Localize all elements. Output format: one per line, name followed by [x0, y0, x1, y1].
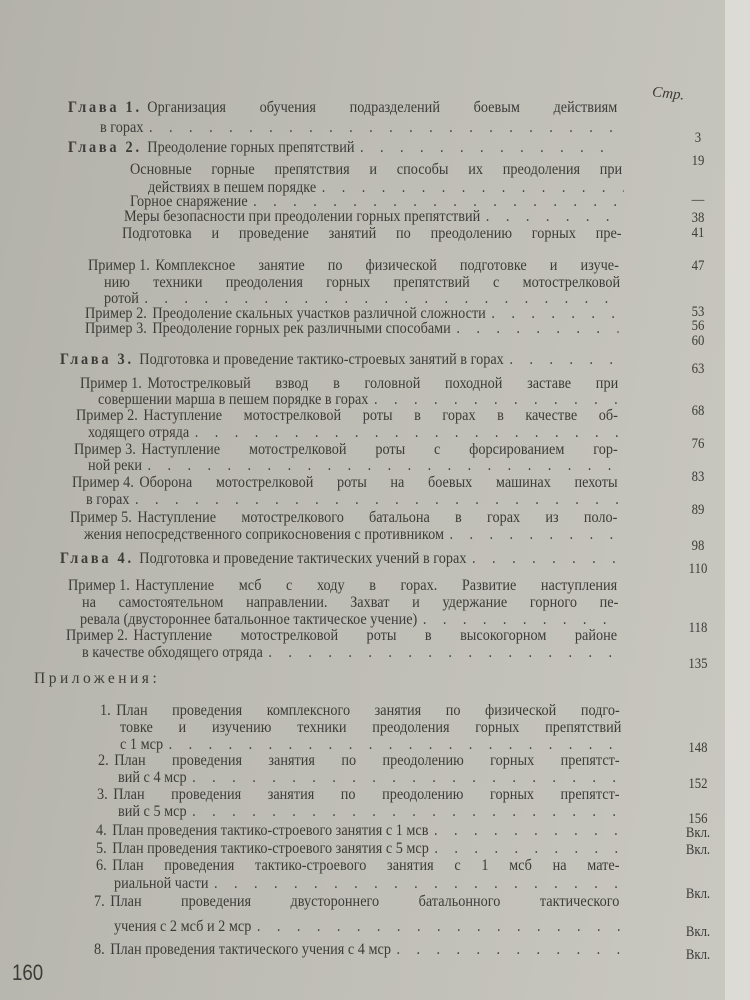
entry-label: 7. — [94, 893, 105, 910]
toc-line — [120, 720, 621, 736]
entry-label: Глава 3. — [60, 351, 134, 368]
page-number: 160 — [12, 960, 44, 985]
dot-leader — [423, 612, 618, 628]
toc-line — [76, 408, 618, 424]
entry-title: ревала (двустороннее батальонное тактическое учение) — [80, 611, 418, 628]
entry-title: Наступление мотострелкового батальона в горах из поло- — [137, 509, 618, 526]
toc-line — [72, 475, 618, 491]
entry-title: учения с 2 мсб и 2 мср — [114, 918, 252, 935]
entry-title: в горах — [86, 491, 130, 508]
toc-line — [85, 321, 619, 337]
entry-page-number: — — [691, 192, 705, 208]
entry-title: Подготовка и проведение тактико-строевых занятий в горах — [139, 351, 504, 368]
entry-title: Подготовка и проведение занятий по преодолению горных пре- — [122, 225, 622, 242]
toc-line — [122, 226, 622, 242]
entry-page-number: 68 — [691, 403, 705, 419]
entry-page-number: 89 — [691, 502, 705, 518]
entry-title: ротой — [104, 290, 139, 307]
dot-leader — [360, 140, 617, 156]
dot-leader — [135, 492, 619, 508]
entry-title: План проведения тактико-строевого занятия с 1 мсв — [112, 822, 429, 839]
dot-leader — [195, 425, 619, 441]
entry-page-number: 148 — [688, 740, 708, 756]
dot-leader — [456, 321, 618, 337]
entry-label: 1. — [100, 702, 111, 719]
toc-line — [84, 527, 619, 543]
entry-page-number: 47 — [691, 258, 705, 274]
entry-label: 5. — [96, 840, 107, 857]
entry-label: Пример 3. — [85, 320, 147, 337]
toc-line — [80, 612, 618, 628]
toc-line — [96, 823, 619, 839]
entry-title: План проведения тактического учения с 4 мср — [110, 941, 391, 958]
toc-line — [88, 258, 619, 274]
entry-label: Пример 2. — [85, 305, 147, 322]
entry-label: Пример 5. — [70, 509, 132, 526]
toc-line — [104, 275, 620, 291]
toc-line — [68, 140, 617, 156]
toc-line — [94, 942, 619, 958]
dot-leader — [169, 737, 622, 753]
dot-leader — [268, 645, 618, 661]
entry-page-number: 135 — [688, 656, 708, 672]
entry-label: Глава 2. — [68, 139, 142, 156]
toc-line — [94, 894, 619, 910]
entry-title: в качестве обходящего отряда — [82, 644, 263, 661]
dot-leader — [192, 770, 621, 786]
entry-title: совершении марша в пешем порядке в горах — [98, 391, 369, 408]
toc-line — [130, 162, 622, 178]
entry-title: действиях в пешем порядке — [148, 179, 317, 196]
entry-title: вий с 5 мср — [118, 803, 187, 820]
entry-page-number: 41 — [691, 225, 705, 241]
entry-title: вий с 4 мср — [118, 769, 187, 786]
entry-page-number: 110 — [688, 561, 708, 577]
entry-title: ной реки — [88, 457, 142, 474]
toc-line — [82, 595, 618, 611]
dot-leader — [149, 120, 620, 136]
entry-title: План проведения занятия по преодолению горных препятст- — [114, 752, 620, 769]
toc-line — [88, 458, 619, 474]
entry-title: Наступление мотострелковой роты в высокогорном районе — [133, 627, 618, 644]
dot-leader — [192, 804, 621, 820]
entry-label: Пример 1. — [68, 577, 130, 594]
entry-title: Преодоление горных рек различными способами — [152, 320, 451, 337]
toc-line — [97, 787, 620, 803]
toc-line — [114, 919, 621, 935]
entry-label: 8. — [94, 941, 105, 958]
entry-page-number: 63 — [691, 361, 705, 377]
toc-line — [120, 737, 621, 753]
entry-label: Пример 2. — [66, 627, 128, 644]
entry-label: 6. — [96, 857, 107, 874]
entry-page-number: 19 — [691, 153, 705, 169]
toc-line — [66, 628, 617, 644]
dot-leader — [374, 392, 620, 408]
toc-line — [60, 352, 617, 368]
toc-line — [98, 753, 620, 769]
toc-line — [68, 100, 617, 116]
appendix-heading: Приложения: — [34, 670, 161, 687]
entry-label: Пример 3. — [74, 441, 136, 458]
dot-leader — [472, 551, 617, 567]
entry-label: Пример 1. — [80, 375, 142, 392]
dot-leader — [509, 352, 616, 368]
entry-page-number: 118 — [688, 620, 708, 636]
entry-page-number: Вкл. — [685, 842, 711, 858]
entry-title: План проведения занятия по преодолению горных препятст- — [113, 786, 620, 803]
entry-title: Наступление мотострелковой роты в горах в качестве об- — [143, 407, 618, 424]
toc-line — [80, 376, 618, 392]
entry-page-number: 53 — [691, 304, 705, 320]
entry-page-number: Вкл. — [685, 825, 711, 841]
page-column-header: Стр. — [651, 84, 686, 104]
toc-line — [68, 578, 617, 594]
dot-leader — [434, 841, 619, 857]
entry-page-number: 3 — [694, 130, 702, 146]
entry-label: Глава 1. — [68, 99, 142, 116]
entry-title: на самостоятельном направлении. Захват и удержание горного пе- — [82, 594, 619, 611]
entry-label: 3. — [97, 786, 108, 803]
entry-page-number: 56 — [691, 318, 705, 334]
entry-title: План проведения тактико-строевого занятия с 5 мср — [112, 840, 429, 857]
entry-title: ходящего отряда — [88, 424, 190, 441]
entry-title: Преодоление горных препятствий — [147, 139, 355, 156]
entry-page-number: 76 — [691, 436, 705, 452]
toc-line — [100, 703, 620, 719]
dot-leader — [257, 919, 621, 935]
entry-label: Пример 1. — [88, 257, 150, 274]
entry-title: Преодоление скальных участков различной сложности — [152, 305, 486, 322]
entry-title: Наступление мотострелковой роты с форсированием гор- — [141, 441, 618, 458]
entry-title: Организация обучения подразделений боевым действиям — [147, 99, 618, 116]
entry-page-number: Вкл. — [685, 947, 711, 963]
toc-line — [118, 770, 621, 786]
entry-page-number: 98 — [691, 538, 705, 554]
entry-page-number: Вкл. — [685, 924, 711, 940]
toc-line — [70, 510, 617, 526]
entry-label: 4. — [96, 822, 107, 839]
entry-title: жения непосредственного соприкосновения с противником — [84, 526, 444, 543]
entry-label: 2. — [98, 752, 109, 769]
toc-line — [114, 876, 621, 892]
dot-leader — [396, 942, 619, 958]
entry-page-number: 152 — [688, 776, 708, 792]
dot-leader — [486, 209, 622, 225]
toc-line — [124, 209, 622, 225]
dot-leader — [491, 306, 618, 322]
dot-leader — [449, 527, 618, 543]
toc-line — [96, 841, 619, 857]
toc-line — [100, 120, 620, 136]
entry-title: План проведения тактико-строевого занятия с 1 мсб на мате- — [112, 857, 620, 874]
entry-title: Мотострелковый взвод в головной походной заставе при — [147, 375, 619, 392]
entry-title: Горное снаряжение — [130, 193, 248, 210]
entry-label: Пример 4. — [72, 474, 134, 491]
dot-leader — [434, 823, 619, 839]
entry-title: Меры безопасности при преодолении горных препятствий — [124, 208, 481, 225]
toc-line — [96, 858, 619, 874]
entry-title: План проведения комплексного занятия по физической подго- — [116, 702, 620, 719]
toc-line — [118, 804, 621, 820]
toc-line — [88, 425, 619, 441]
entry-title: Оборона мотострелковой роты на боевых машинах пехоты — [139, 474, 618, 491]
dot-leader — [147, 458, 618, 474]
entry-label: Глава 4. — [60, 550, 134, 567]
dot-leader — [214, 876, 621, 892]
entry-page-number: 156 — [688, 811, 708, 827]
toc-line — [82, 645, 618, 661]
entry-page-number: Вкл. — [685, 886, 711, 902]
entry-page-number: 60 — [691, 333, 705, 349]
entry-title: Подготовка и проведение тактических учений в горах — [139, 550, 467, 567]
entry-title: План проведения двустороннего батальонного тактического — [110, 893, 620, 910]
entry-title: Комплексное занятие по физической подготовке и изуче- — [155, 257, 619, 274]
toc-line — [98, 392, 620, 408]
entry-title: риальной части — [114, 875, 209, 892]
page-edge — [725, 0, 750, 1000]
entry-page-number: 38 — [691, 210, 705, 226]
entry-title: с 1 мср — [120, 736, 164, 753]
entry-label: Пример 2. — [76, 407, 138, 424]
entry-title: товке и изучению техники преодоления горных препятствий — [120, 719, 622, 736]
toc-line — [74, 442, 618, 458]
entry-title: Наступление мсб с ходу в горах. Развитие наступления — [135, 577, 618, 594]
toc-line — [86, 492, 619, 508]
entry-title: нию техники преодоления горных препятствий с мотострелковой — [104, 274, 621, 291]
entry-page-number: 83 — [691, 469, 705, 485]
entry-title: Основные горные препятствия и способы их преодоления при — [130, 161, 623, 178]
entry-title: в горах — [100, 119, 144, 136]
toc-line — [60, 551, 617, 567]
